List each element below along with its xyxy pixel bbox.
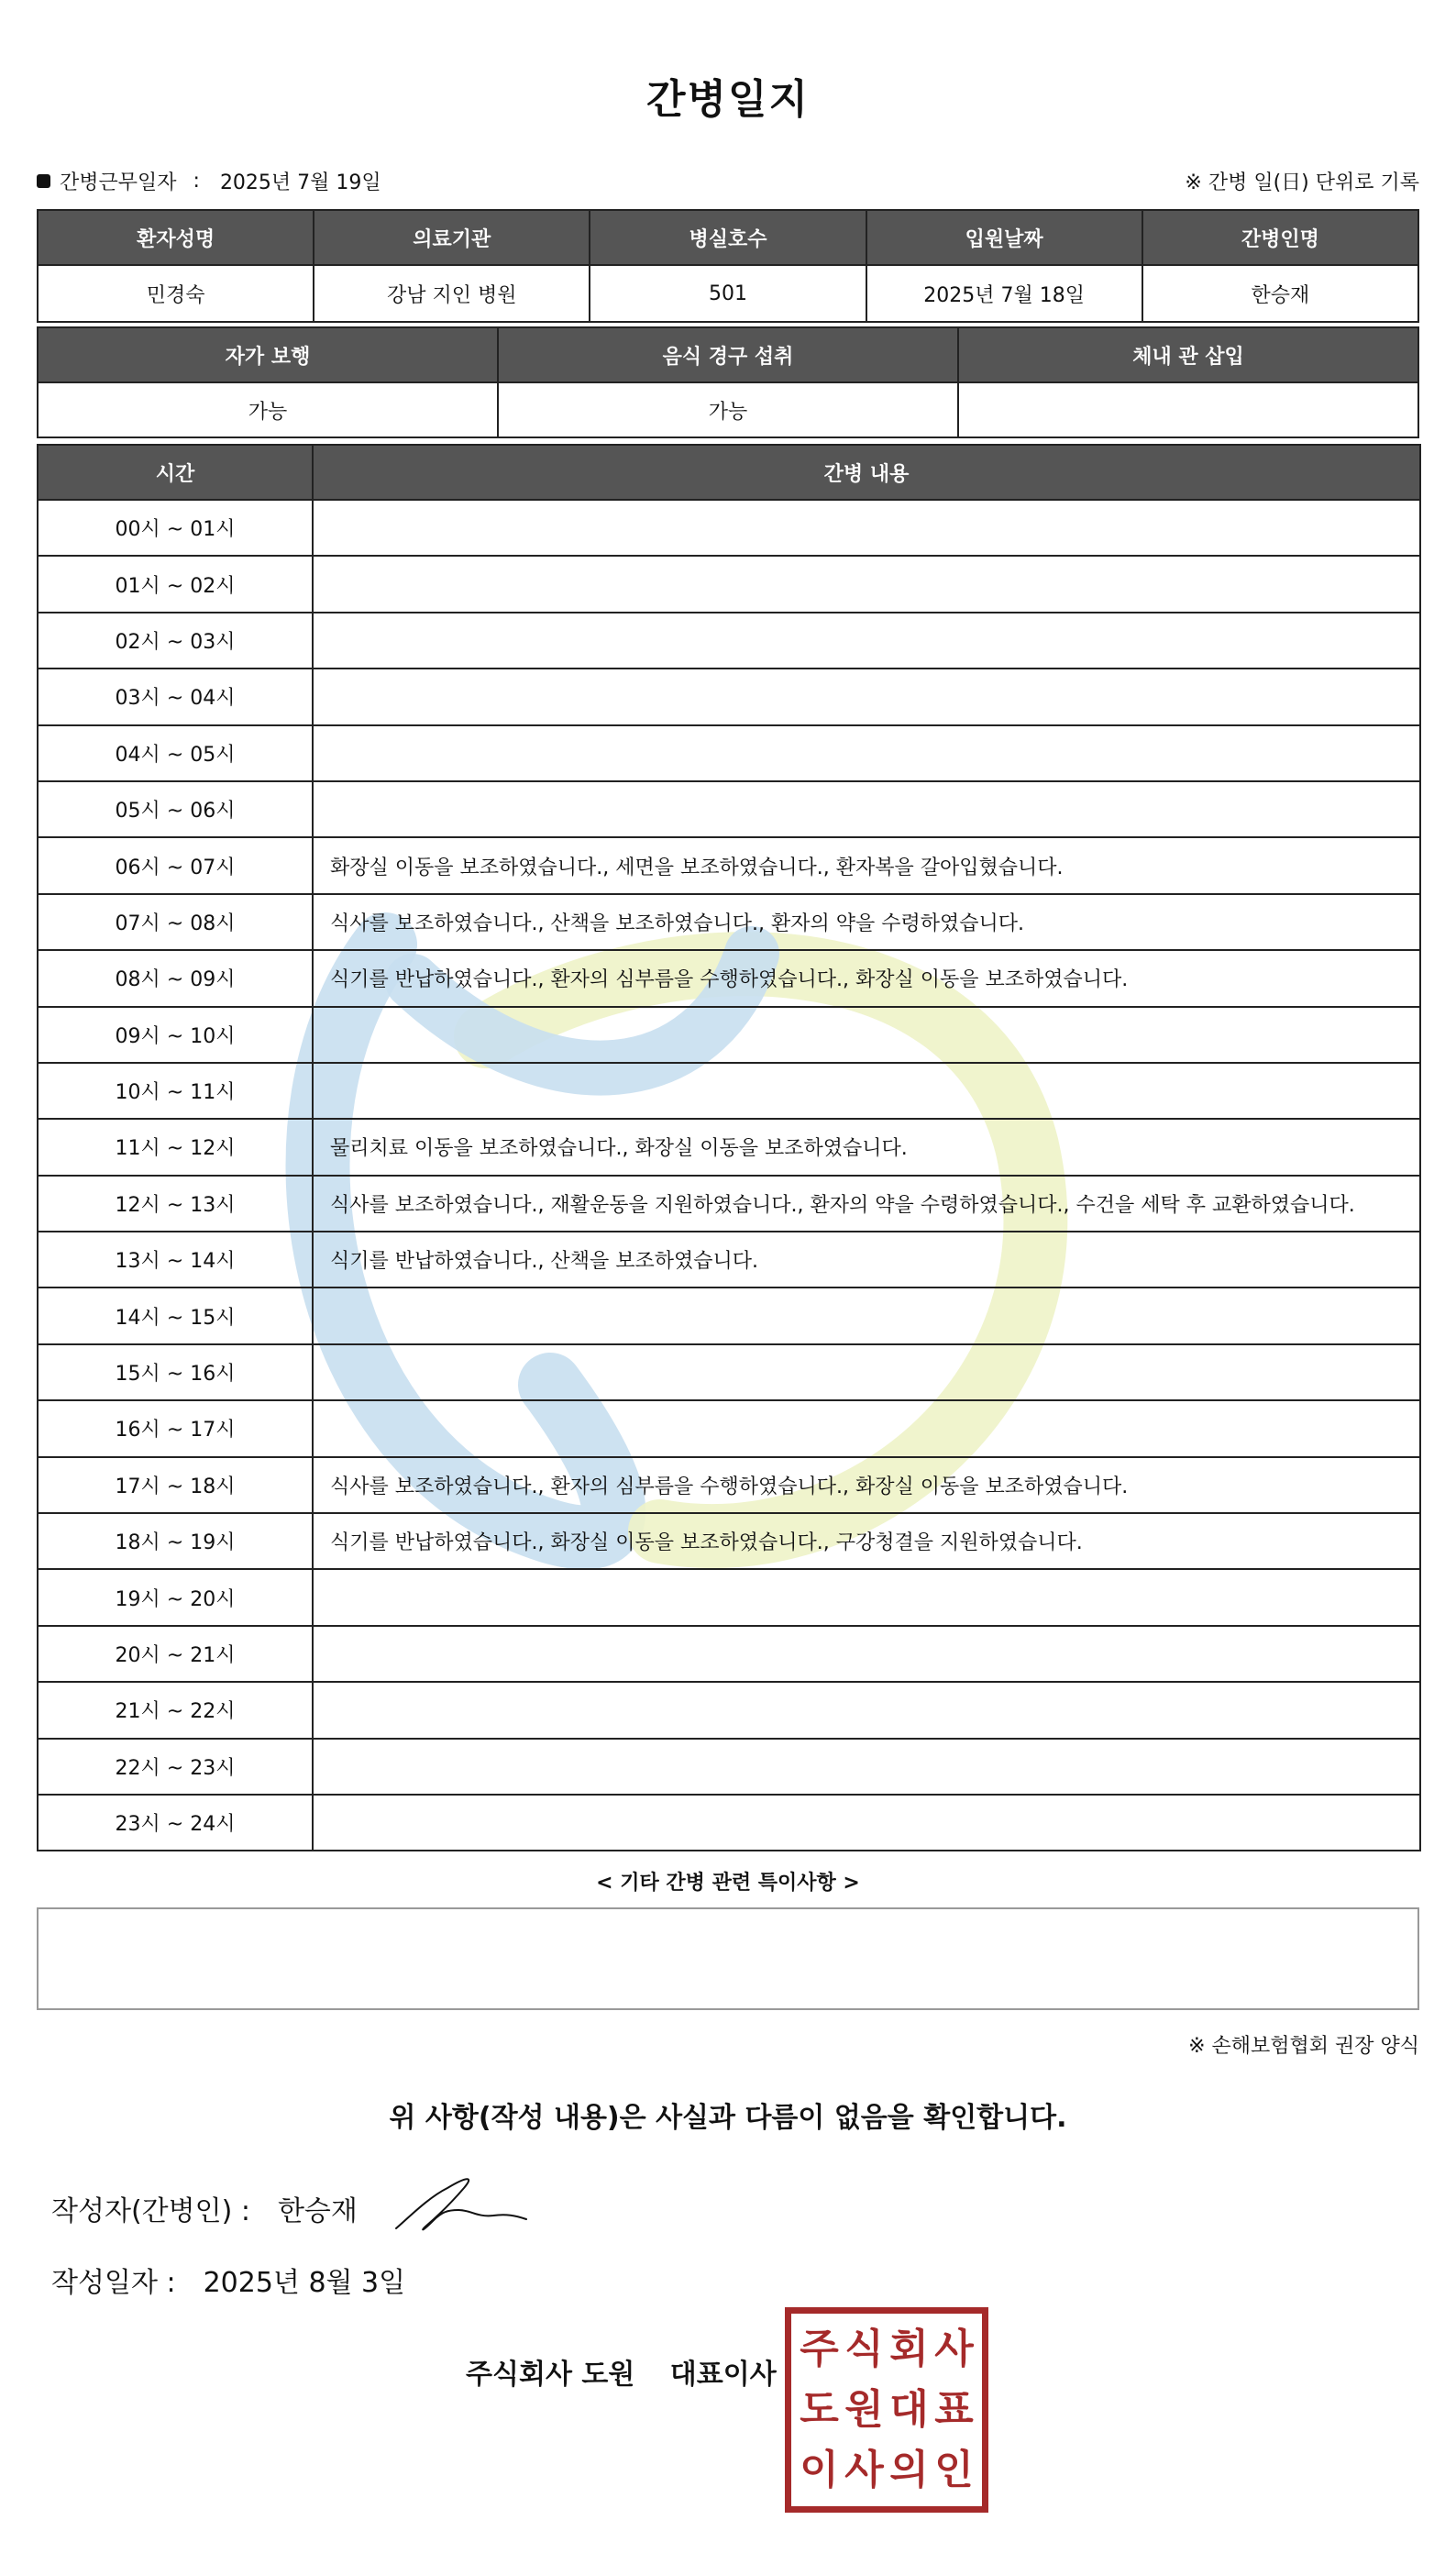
- header-patient-name: 환자성명: [38, 210, 314, 265]
- table-row: [38, 1232, 1420, 1288]
- meta-row: [37, 165, 1419, 196]
- document-title: 간병일지: [645, 76, 810, 123]
- table-row: [38, 725, 1420, 781]
- time-slot: 07시 ~ 08시: [38, 894, 313, 950]
- work-date-label: 간병근무일자: [60, 171, 177, 194]
- written-date-label: 작성일자 :: [51, 2267, 176, 2299]
- work-date: [37, 167, 381, 195]
- confirmation-statement: 위 사항(작성 내용)은 사실과 다름이 없음을 확인합니다.: [389, 2102, 1067, 2134]
- time-slot: 02시 ~ 03시: [38, 613, 313, 669]
- header-caregiver-name: 간병인명: [1142, 210, 1418, 265]
- tube-insertion-value: [958, 382, 1418, 437]
- care-content: [313, 1569, 1420, 1625]
- writer-label: 작성자(간병인) :: [51, 2195, 250, 2227]
- time-slot: 19시 ~ 20시: [38, 1569, 313, 1625]
- table-row: [38, 1400, 1420, 1456]
- seal-character: 사: [934, 2326, 974, 2372]
- company-seal-stamp: [785, 2307, 988, 2513]
- record-unit-note: ※ 간병 일(日) 단위로 기록: [1185, 171, 1419, 194]
- time-slot: 06시 ~ 07시: [38, 837, 313, 893]
- caregiver-name: 한승재: [1142, 265, 1418, 322]
- company-role: 대표이사: [669, 2359, 777, 2391]
- care-content: [313, 781, 1420, 837]
- care-log-header-row: [38, 445, 1420, 500]
- time-slot: 11시 ~ 12시: [38, 1119, 313, 1175]
- time-slot: 10시 ~ 11시: [38, 1063, 313, 1119]
- seal-character: 의: [889, 2447, 929, 2493]
- table-row: [38, 1513, 1420, 1569]
- care-content: [313, 669, 1420, 724]
- care-content: [313, 1795, 1420, 1851]
- company-name: 주식회사 도원: [466, 2359, 635, 2391]
- care-content: 식사를 보조하였습니다., 산책을 보조하였습니다., 환자의 약을 수령하였습니다.: [313, 894, 1420, 950]
- time-slot: 03시 ~ 04시: [38, 669, 313, 724]
- patient-status-header-row: [38, 327, 1418, 382]
- header-time: 시간: [38, 445, 313, 500]
- time-slot: 22시 ~ 23시: [38, 1739, 313, 1795]
- table-row: [38, 1682, 1420, 1738]
- table-row: [38, 669, 1420, 724]
- room-number: 501: [590, 265, 866, 322]
- oral-intake-value: 가능: [498, 382, 958, 437]
- time-slot: 09시 ~ 10시: [38, 1007, 313, 1063]
- writer-row: [51, 2188, 358, 2228]
- care-content: 식기를 반납하였습니다., 환자의 심부름을 수행하였습니다., 화장실 이동을 보조하였습니다.: [313, 950, 1420, 1006]
- written-date-row: [51, 2260, 405, 2300]
- time-slot: 00시 ~ 01시: [38, 500, 313, 556]
- table-row: [38, 837, 1420, 893]
- care-content: [313, 725, 1420, 781]
- seal-character: 인: [934, 2447, 974, 2493]
- table-row: [38, 950, 1420, 1006]
- time-slot: 16시 ~ 17시: [38, 1400, 313, 1456]
- time-slot: 08시 ~ 09시: [38, 950, 313, 1006]
- seal-character: 회: [889, 2326, 929, 2372]
- care-content: 식사를 보조하였습니다., 재활운동을 지원하였습니다., 환자의 약을 수령하였습니다., 수건을 세탁 후 교환하였습니다.: [313, 1176, 1420, 1232]
- care-log-body: [38, 500, 1420, 1851]
- work-date-colon: :: [193, 169, 200, 193]
- seal-character: 도: [800, 2386, 839, 2433]
- table-row: [38, 1739, 1420, 1795]
- table-row: [38, 781, 1420, 837]
- care-content: [313, 556, 1420, 612]
- table-row: [38, 1176, 1420, 1232]
- care-content: 화장실 이동을 보조하였습니다., 세면을 보조하였습니다., 환자복을 갈아입혔습니다.: [313, 837, 1420, 893]
- table-row: [38, 613, 1420, 669]
- table-row: [38, 1288, 1420, 1343]
- patient-name: 민경숙: [38, 265, 314, 322]
- work-date-value: 2025년 7월 19일: [219, 171, 381, 194]
- time-slot: 05시 ~ 06시: [38, 781, 313, 837]
- square-bullet-icon: [37, 174, 50, 188]
- time-slot: 13시 ~ 14시: [38, 1232, 313, 1288]
- patient-status-table: [37, 326, 1419, 438]
- admission-date: 2025년 7월 18일: [866, 265, 1142, 322]
- table-row: [38, 1119, 1420, 1175]
- table-row: [38, 1344, 1420, 1400]
- remarks-title: < 기타 간병 관련 특이사항 >: [596, 1872, 860, 1895]
- writer-name: 한승재: [277, 2195, 358, 2227]
- form-source-note: ※ 손해보험협회 권장 양식: [1188, 2035, 1419, 2058]
- table-row: [38, 1063, 1420, 1119]
- seal-character: 주: [800, 2326, 839, 2372]
- header-oral-intake: 음식 경구 섭취: [498, 327, 958, 382]
- time-slot: 21시 ~ 22시: [38, 1682, 313, 1738]
- table-row: [38, 1795, 1420, 1851]
- company-signoff: [466, 2351, 802, 2392]
- table-row: [38, 1457, 1420, 1513]
- header-care-content: 간병 내용: [313, 445, 1420, 500]
- care-content: 식사를 보조하였습니다., 환자의 심부름을 수행하였습니다., 화장실 이동을 보조하였습니다.: [313, 1457, 1420, 1513]
- seal-character: 식: [844, 2326, 884, 2372]
- care-content: [313, 1288, 1420, 1343]
- care-log-table: [37, 444, 1421, 1851]
- seal-character: 표: [934, 2386, 974, 2433]
- time-slot: 20시 ~ 21시: [38, 1626, 313, 1682]
- care-content: [313, 1739, 1420, 1795]
- time-slot: 01시 ~ 02시: [38, 556, 313, 612]
- table-row: [38, 1626, 1420, 1682]
- table-row: [38, 556, 1420, 612]
- table-row: [38, 1569, 1420, 1625]
- patient-info-value-row: [38, 265, 1418, 322]
- header-room-number: 병실호수: [590, 210, 866, 265]
- time-slot: 15시 ~ 16시: [38, 1344, 313, 1400]
- time-slot: 04시 ~ 05시: [38, 725, 313, 781]
- time-slot: 17시 ~ 18시: [38, 1457, 313, 1513]
- care-content: [313, 1344, 1420, 1400]
- header-hospital: 의료기관: [314, 210, 590, 265]
- care-content: [313, 1063, 1420, 1119]
- table-row: [38, 894, 1420, 950]
- care-content: 식기를 반납하였습니다., 화장실 이동을 보조하였습니다., 구강청결을 지원하였습니다.: [313, 1513, 1420, 1569]
- seal-character: 사: [844, 2447, 884, 2493]
- header-self-walking: 자가 보행: [38, 327, 498, 382]
- time-slot: 14시 ~ 15시: [38, 1288, 313, 1343]
- care-content: 식기를 반납하였습니다., 산책을 보조하였습니다.: [313, 1232, 1420, 1288]
- written-date-value: 2025년 8월 3일: [203, 2267, 406, 2299]
- patient-info-header-row: [38, 210, 1418, 265]
- patient-status-value-row: [38, 382, 1418, 437]
- seal-character: 이: [800, 2447, 839, 2493]
- patient-info-table: [37, 209, 1419, 323]
- care-content: [313, 1400, 1420, 1456]
- header-tube-insertion: 체내 관 삽입: [958, 327, 1418, 382]
- care-content: [313, 1682, 1420, 1738]
- care-content: 물리치료 이동을 보조하였습니다., 화장실 이동을 보조하였습니다.: [313, 1119, 1420, 1175]
- remarks-box: [37, 1907, 1419, 2010]
- seal-character: 원: [844, 2386, 884, 2433]
- care-content: [313, 1626, 1420, 1682]
- handwritten-signature: [392, 2170, 530, 2236]
- care-content: [313, 500, 1420, 556]
- table-row: [38, 500, 1420, 556]
- table-row: [38, 1007, 1420, 1063]
- care-content: [313, 613, 1420, 669]
- hospital-name: 강남 지인 병원: [314, 265, 590, 322]
- time-slot: 12시 ~ 13시: [38, 1176, 313, 1232]
- header-admission-date: 입원날짜: [866, 210, 1142, 265]
- time-slot: 23시 ~ 24시: [38, 1795, 313, 1851]
- seal-character: 대: [889, 2386, 929, 2433]
- self-walking-value: 가능: [38, 382, 498, 437]
- care-content: [313, 1007, 1420, 1063]
- time-slot: 18시 ~ 19시: [38, 1513, 313, 1569]
